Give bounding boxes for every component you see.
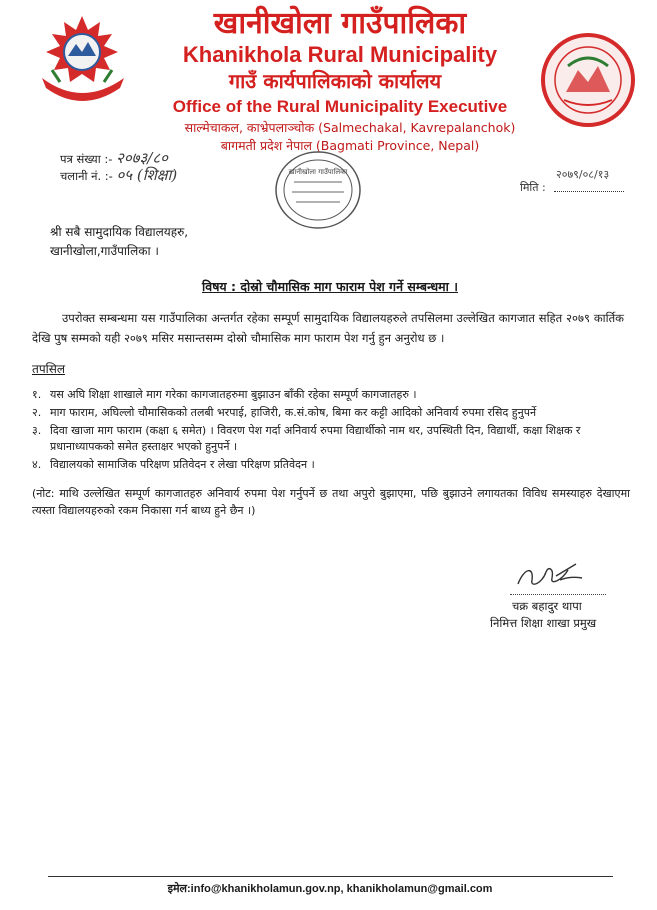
address-line-2: बागमती प्रदेश नेपाल (Bagmati Province, Nepal) <box>220 138 480 153</box>
list-item-text: यस अघि शिक्षा शाखाले माग गरेका कागजातहरुमा बुझाउन बाँकी रहेका सम्पूर्ण कागजातहरु । <box>50 388 417 401</box>
list-item-text: दिवा खाजा माग फाराम (कक्षा ६ समेत) । विवरण पेश गर्दा अनिवार्य रुपमा विद्यार्थीको नाम थर, उपस्थिती दिन, विद्यार्थी, कक्षा शिक्षक र प्रधानाध्यापकको समेत हस्ताक्षर भएको हुनुपर्ने । <box>50 424 581 453</box>
list-item <box>32 423 632 455</box>
list-item-text: माग फाराम, अघिल्लो चौमासिकको तलबी भरपाई, हाजिरी, क.सं.कोष, बिमा कर कट्टी आदिको अनिवार्य रुपमा रसिद हुनुपर्ने <box>50 406 537 419</box>
subject-text: विषय : दोस्रो चौमासिक माग फाराम पेश गर्ने सम्बन्धमा । <box>202 279 458 294</box>
dispatch-number-label: चलानी नं. :- <box>60 169 113 183</box>
municipality-name-english: Khanikhola Rural Municipality <box>182 42 498 67</box>
signatory-name: चक्र बहादुर थापा <box>512 599 582 613</box>
municipality-name-nepali: खानीखोला गाउँपालिका <box>213 6 467 41</box>
recipient-line-2: खानीखोला,गाउँपालिका । <box>50 244 159 258</box>
footer-divider <box>48 876 613 877</box>
body-paragraph <box>32 308 624 348</box>
note-paragraph: (नोट: माथि उल्लेखित सम्पूर्ण कागजातहरु अनिवार्य रुपमा पेश गर्नुपर्ने छ तथा अपुरो बुझाएमा, पछि बुझाउने लगायतका विविध समस्याहरु देखाएमा त्यस्ता विद्यालयहरुको रकम निकासा गर्न बाध्य हुने छैन ।) <box>32 487 630 517</box>
subject-line <box>160 278 500 295</box>
body-paragraph-text: उपरोक्त सम्बन्धमा यस गाउँपालिका अन्तर्गत रहेका सम्पूर्ण सामुदायिक विद्यालयहरुले तपसिलमा उल्लेखित कागजात सहित २०७९ कार्तिक देखि पुष सम्मको यही २०७९ मसिर मसान्तसम्म दोस्रो चौमासिक माग फाराम पेश गर्नु हुन अनुरोध छ । <box>32 311 624 345</box>
dispatch-number-value: ०५ (शिक्षा) <box>116 166 178 184</box>
office-name-nepali: गाउँ कार्यपालिकाको कार्यालय <box>228 69 442 93</box>
list-item-text: विद्यालयको सामाजिक परिक्षण प्रतिवेदन र लेखा परिक्षण प्रतिवेदन । <box>50 458 315 471</box>
list-item-number: ४. <box>32 458 42 471</box>
list-item-number: २. <box>32 406 42 419</box>
date-label: मिति : <box>520 181 546 194</box>
date-value: २०७९/०८/१३ <box>556 168 610 181</box>
details-heading: तपसिल <box>32 362 66 376</box>
list-item <box>32 387 632 403</box>
dispatch-number <box>60 165 177 185</box>
list-item <box>32 457 632 473</box>
list-item-number: ३. <box>32 424 42 437</box>
list-item <box>32 405 632 421</box>
recipient-line-1: श्री सबै सामुदायिक विद्यालयहरु, <box>50 225 189 239</box>
letter-number-label: पत्र संख्या :- <box>60 152 113 166</box>
address-line-1: साल्मेचाकल, काभ्रेपलाञ्चोक (Salmechakal, Kavrepalanchok) <box>184 120 516 135</box>
details-list <box>32 387 632 475</box>
letter-number-value: २०७३/८० <box>116 149 168 167</box>
list-item-number: १. <box>32 388 42 401</box>
signatory-role: निमित्त शिक्षा शाखा प्रमुख <box>490 616 597 630</box>
stamp-text: खानीखोला गाउँपालिका <box>288 168 348 176</box>
footer-email: इमेल:info@khanikholamun.gov.np, khanikholamun@gmail.com <box>167 883 493 895</box>
signature-dotted-line <box>510 594 606 595</box>
date-dotted-line <box>554 191 624 192</box>
office-name-english: Office of the Rural Municipality Executive <box>172 97 508 116</box>
office-stamp <box>272 148 364 232</box>
handwritten-signature <box>510 558 590 592</box>
